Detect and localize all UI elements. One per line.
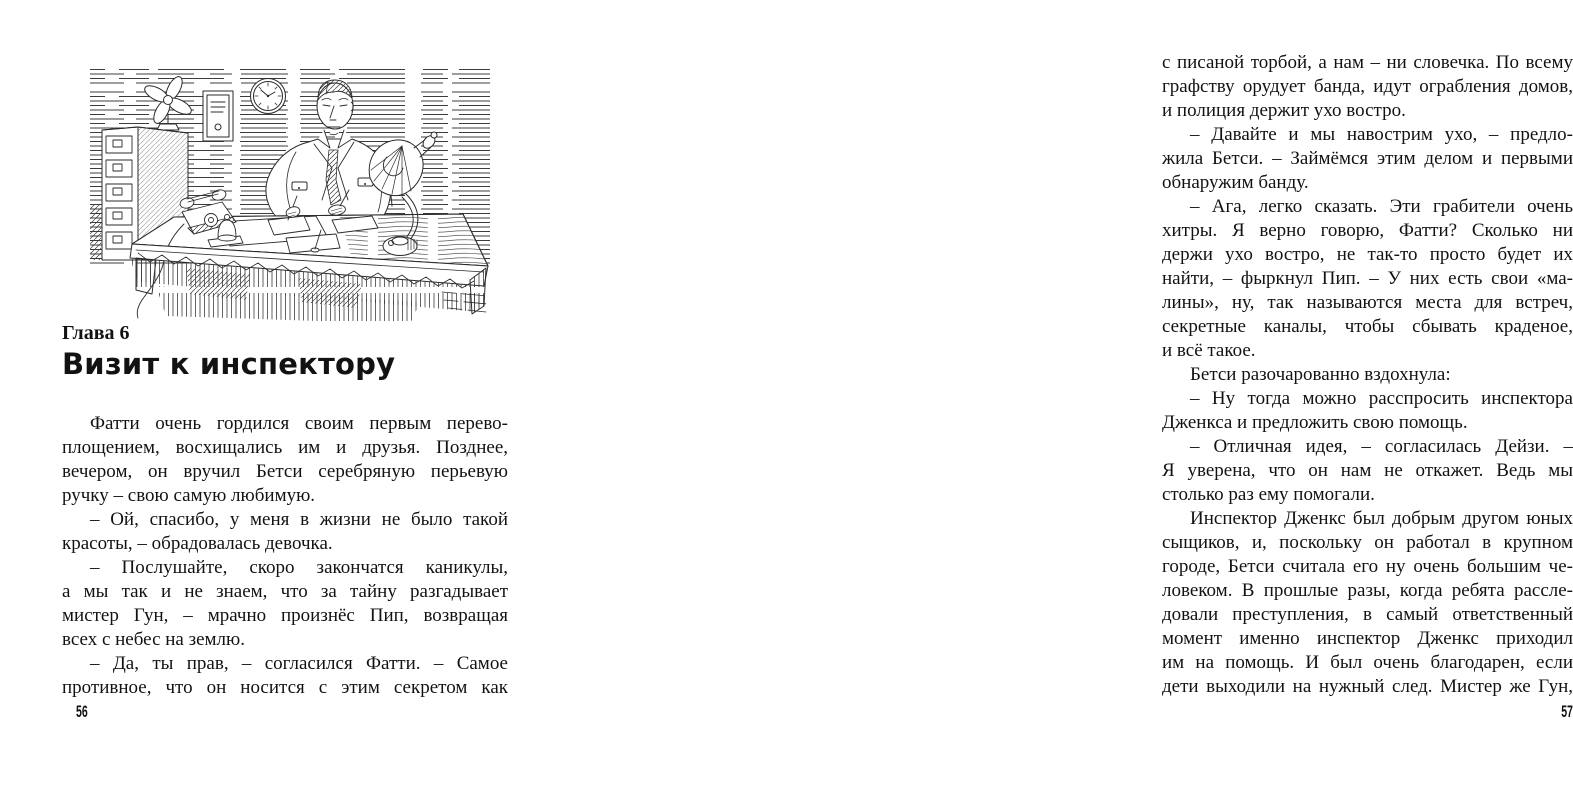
text-line: держи ухо востро, не так-то просто будет их: [1162, 244, 1573, 265]
text-line: – Отличная идея, – согласилась Дейзи. –: [1190, 436, 1573, 457]
text-line: – Да, ты прав, – согласился Фатти. – Самое: [90, 653, 508, 674]
text-line: Я уверена, что он нам не откажет. Ведь мы: [1162, 460, 1573, 481]
text-line: секретные каналы, чтобы сбывать краденое,: [1162, 316, 1573, 337]
chapter-heading: [62, 320, 508, 382]
text-line: всех с небес на землю.: [62, 629, 245, 650]
text-line: найти, – фыркнул Пип. – У них есть свои «ма-: [1162, 268, 1573, 289]
text-line: городе, Бетси считала его ну очень большим че-: [1162, 556, 1573, 577]
text-line: – Давайте и мы навострим ухо, – предло-: [1190, 124, 1573, 145]
text-line: – Ага, легко сказать. Эти грабители очень: [1190, 196, 1573, 217]
text-line: хитры. Я верно говорю, Фатти? Сколько ни: [1162, 220, 1573, 241]
text-line: с писаной торбой, а нам – ни словечка. По всему: [1162, 52, 1573, 73]
text-line: вечером, он вручил Бетси серебряную перьевую: [62, 461, 508, 482]
inspector-at-desk-drawing: [88, 54, 492, 326]
text-line: – Послушайте, скоро закончатся каникулы,: [90, 557, 508, 578]
page-number-right: 57: [1561, 702, 1573, 721]
page-number-left: 56: [76, 702, 88, 721]
text-line: – Ну тогда можно расспросить инспектора: [1190, 388, 1573, 409]
text-line: графству орудует банда, идут ограбления домов,: [1162, 76, 1573, 97]
text-line: жила Бетси. – Займёмся этим делом и первыми: [1162, 148, 1573, 169]
left-page-text: [62, 412, 508, 700]
text-line: а мы так и не знаем, что за тайну разгадывает: [62, 581, 508, 602]
text-line: красоты, – обрадовалась девочка.: [62, 533, 333, 554]
text-line: противное, что он носится с этим секретом как: [62, 677, 508, 698]
text-line: Дженкса и предложить свою помощь.: [1162, 412, 1468, 433]
wall-clock-drawing: [251, 79, 286, 114]
text-line: столько раз ему помогали.: [1162, 484, 1375, 505]
text-line: ручку – свою самую любимую.: [62, 485, 316, 506]
text-line: дети выходили на нужный след. Мистер же Гун,: [1162, 676, 1573, 697]
wall-frame-drawing: [203, 91, 233, 141]
text-line: и всё такое.: [1162, 340, 1256, 361]
text-line: и полиция держит ухо востро.: [1162, 100, 1406, 121]
text-line: ловеком. В прошлые разы, когда ребята рассле-: [1162, 580, 1573, 601]
chapter-label: Глава 6: [62, 322, 130, 344]
book-page-right: [550, 0, 1573, 786]
text-line: лины», ну, так называются места для встреч,: [1162, 292, 1573, 313]
text-line: обнаружим банду.: [1162, 172, 1309, 193]
chapter-title: Визит к инспектору: [62, 347, 396, 381]
text-line: Инспектор Дженкс был добрым другом юных: [1190, 508, 1573, 529]
text-line: Бетси разочарованно вздохнула:: [1190, 364, 1451, 385]
chapter-illustration: [88, 54, 492, 326]
text-line: довали преступления, в самый ответственный: [1162, 604, 1573, 625]
text-line: – Ой, спасибо, у меня в жизни не было такой: [90, 509, 508, 530]
text-line: мистер Гун, – мрачно произнёс Пип, возвращая: [62, 605, 508, 626]
text-line: момент именно инспектор Дженкс приходил: [1162, 628, 1573, 649]
book-page-left: [0, 0, 550, 786]
right-page-text: [1162, 51, 1573, 699]
text-line: сыщиков, и, поскольку он работал в крупном: [1162, 532, 1573, 553]
text-line: им на помощь. И был очень благодарен, если: [1162, 652, 1573, 673]
text-line: площением, восхищались им и друзья. Позднее,: [62, 437, 508, 458]
text-line: Фатти очень гордился своим первым перево-: [90, 413, 508, 434]
